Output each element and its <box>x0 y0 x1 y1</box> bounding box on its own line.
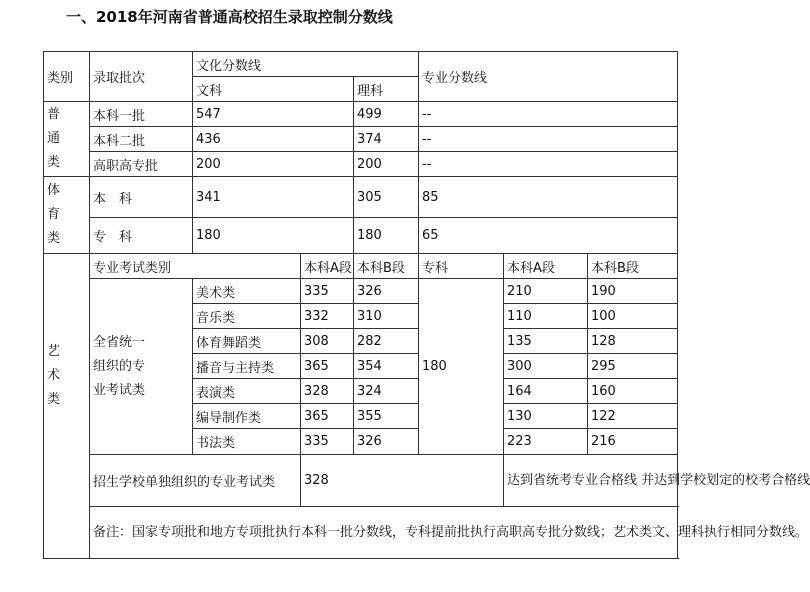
major-a-cell: 223 <box>504 429 588 455</box>
table-row <box>44 455 678 507</box>
arts-cell: 547 <box>193 102 354 127</box>
science-cell: 374 <box>354 127 419 152</box>
arts-cell: 200 <box>193 152 354 177</box>
a-cell: 335 <box>301 279 354 304</box>
major-b-header: 本科B段 <box>588 254 678 279</box>
art-type-cell: 表演类 <box>193 379 301 404</box>
science-cell: 499 <box>354 102 419 127</box>
batch-cell: 本科一批 <box>90 102 193 127</box>
table-row <box>44 102 678 127</box>
a-cell: 365 <box>301 404 354 429</box>
b-cell: 326 <box>354 279 419 304</box>
note: 备注：国家专项批和地方专项批执行本科一批分数线，专科提前批执行高职高专批分数线；艺术类文、理科执行相同分数线。 <box>90 507 678 559</box>
major-b-cell: 122 <box>588 404 678 429</box>
table-row <box>44 218 678 254</box>
major-b-cell: 160 <box>588 379 678 404</box>
art-type-cell: 体育舞蹈类 <box>193 329 301 354</box>
table-row <box>44 177 678 218</box>
major-cell: 65 <box>419 218 678 254</box>
science-cell: 305 <box>354 177 419 218</box>
arts-cell: 341 <box>193 177 354 218</box>
b-cell: 326 <box>354 429 419 455</box>
major-a-cell: 300 <box>504 354 588 379</box>
art-type-cell: 音乐类 <box>193 304 301 329</box>
major-a-cell: 130 <box>504 404 588 429</box>
major-cell: 85 <box>419 177 678 218</box>
sports-label: 体 育 类 <box>44 177 90 254</box>
major-a-cell: 164 <box>504 379 588 404</box>
a-cell: 365 <box>301 354 354 379</box>
batch-cell: 本科二批 <box>90 127 193 152</box>
a-cell: 332 <box>301 304 354 329</box>
major-cell: -- <box>419 102 678 127</box>
table-row <box>44 279 678 304</box>
a-header: 本科A段 <box>301 254 354 279</box>
page-title: 一、2018年河南省普通高校招生录取控制分数线 <box>66 8 393 26</box>
zk-cell: 180 <box>419 279 504 455</box>
table-row <box>44 127 678 152</box>
school-exam-score: 328 <box>301 455 504 507</box>
major-a-cell: 110 <box>504 304 588 329</box>
major-cell: -- <box>419 127 678 152</box>
batch-header: 录取批次 <box>90 52 193 102</box>
major-cell: -- <box>419 152 678 177</box>
b-cell: 324 <box>354 379 419 404</box>
science-cell: 200 <box>354 152 419 177</box>
note-row <box>44 507 678 559</box>
major-b-cell: 295 <box>588 354 678 379</box>
major-b-cell: 216 <box>588 429 678 455</box>
batch-cell: 专 科 <box>90 218 193 254</box>
major-a-header: 本科A段 <box>504 254 588 279</box>
major-header: 专业分数线 <box>419 52 678 102</box>
b-cell: 354 <box>354 354 419 379</box>
science-cell: 180 <box>354 218 419 254</box>
a-cell: 328 <box>301 379 354 404</box>
science-header: 理科 <box>354 77 419 102</box>
school-exam-label: 招生学校单独组织的专业考试类 <box>90 455 301 507</box>
batch-cell: 本 科 <box>90 177 193 218</box>
a-cell: 335 <box>301 429 354 455</box>
art-label: 艺 术 类 <box>44 254 90 559</box>
category-header: 类别 <box>44 52 90 102</box>
a-cell: 308 <box>301 329 354 354</box>
culture-header: 文化分数线 <box>193 52 419 77</box>
exam-type-header: 专业考试类别 <box>90 254 301 279</box>
general-label: 普 通 类 <box>44 102 90 177</box>
school-exam-major: 达到省统考专业合格线 并达到学校划定的校考合格线 <box>504 455 678 507</box>
major-b-cell: 190 <box>588 279 678 304</box>
art-type-cell: 编导制作类 <box>193 404 301 429</box>
b-cell: 310 <box>354 304 419 329</box>
header-row <box>44 52 678 77</box>
arts-header: 文科 <box>193 77 354 102</box>
b-cell: 282 <box>354 329 419 354</box>
b-cell: 355 <box>354 404 419 429</box>
batch-cell: 高职高专批 <box>90 152 193 177</box>
unified-label: 全省统一 组织的专 业考试类 <box>90 279 193 455</box>
arts-cell: 180 <box>193 218 354 254</box>
art-header-row <box>44 254 678 279</box>
art-type-cell: 书法类 <box>193 429 301 455</box>
b-header: 本科B段 <box>354 254 419 279</box>
major-a-cell: 210 <box>504 279 588 304</box>
score-table <box>43 51 810 559</box>
major-b-cell: 128 <box>588 329 678 354</box>
major-a-cell: 135 <box>504 329 588 354</box>
zk-header: 专科 <box>419 254 504 279</box>
arts-cell: 436 <box>193 127 354 152</box>
major-b-cell: 100 <box>588 304 678 329</box>
art-type-cell: 播音与主持类 <box>193 354 301 379</box>
art-type-cell: 美术类 <box>193 279 301 304</box>
table-row <box>44 152 678 177</box>
